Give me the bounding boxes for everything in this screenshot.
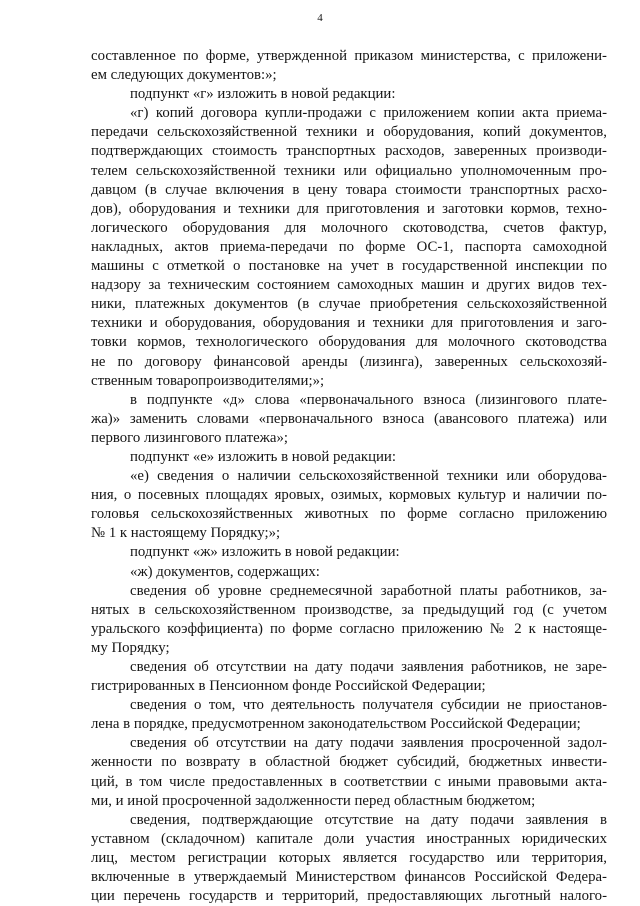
text-line: «г) копий договора купли-продажи с приложением копии акта приема-: [130, 105, 607, 122]
text-line: логического оборудования для молочного скотоводства, счетов фактур,: [91, 219, 607, 236]
text-line: подпункт «г» изложить в новой редакции:: [130, 86, 396, 103]
text-line: телем сельскохозяйственной техники или официально уполномоченным про-: [91, 162, 607, 179]
text-line: ния, о посевных площадях яровых, озимых, кормовых культур и наличии по-: [91, 487, 607, 504]
text-line: в подпункте «д» слова «первоначального взноса (лизингового плате-: [130, 391, 607, 408]
text-line: жа)» заменить словами «первоначального взноса (авансового платежа) или: [91, 410, 607, 427]
text-line: нятых в сельскохозяйственном производстве, за предыдущий год (с учетом: [91, 601, 607, 618]
text-line: первого лизингового платежа»;: [91, 429, 288, 446]
text-line: «е) сведения о наличии сельскохозяйственной техники или оборудова-: [130, 468, 607, 485]
text-line: накладных, актов приема-передачи по форме ОС-1, паспорта самоходной: [91, 238, 607, 255]
text-line: № 1 к настоящему Порядку;»;: [91, 525, 281, 542]
page-number: 4: [317, 12, 323, 24]
body-text: [91, 47, 607, 906]
text-line: надзору за техническим состоянием самоходных машин и других видов тех-: [91, 277, 607, 294]
text-line: передачи сельскохозяйственной техники и оборудования, копий документов,: [91, 124, 607, 141]
text-line: лиц, местом регистрации которых является государство или территория,: [91, 849, 607, 866]
text-line: подпункт «ж» изложить в новой редакции:: [130, 544, 400, 561]
text-line: му Порядку;: [91, 639, 170, 656]
text-line: включенные в утверждаемый Министерством финансов Российской Федера-: [91, 869, 607, 886]
text-line: сведения об уровне среднемесячной заработной платы работников, за-: [130, 582, 607, 599]
text-line: подтверждающих стоимость транспортных расходов, заверенных производи-: [91, 143, 607, 160]
text-line: ции перечень государств и территорий, предоставляющих льготный налого-: [91, 888, 607, 905]
text-line: ственным товаропроизводителями;»;: [91, 372, 325, 389]
text-line: машины с отметкой о постановке на учет в государственной инспекции по: [91, 258, 607, 275]
text-line: сведения, подтверждающие отсутствие на дату подачи заявления в: [130, 811, 607, 828]
text-line: подпункт «е» изложить в новой редакции:: [130, 448, 396, 465]
text-line: давцом (в случае включения в цену товара стоимости транспортных расхо-: [91, 181, 607, 198]
text-line: ми, и иной просроченной задолженности перед областным бюджетом;: [91, 792, 536, 809]
text-line: женности по возврату в областной бюджет субсидий, бюджетных инвести-: [91, 754, 607, 771]
text-line: «ж) документов, содержащих:: [130, 563, 320, 580]
text-line: ций, в том числе предоставленных в соответствии с иными правовыми акта-: [91, 773, 607, 790]
text-line: не по договору финансовой аренды (лизинга), заверенных сельскохозяй-: [91, 353, 607, 370]
text-line: дов), оборудования и техники для приготовления и заготовки кормов, техно-: [91, 200, 607, 217]
text-line: сведения об отсутствии на дату подачи заявления работников, не заре-: [130, 659, 607, 675]
text-line: техники и оборудования, оборудования и техники для приготовления и заго-: [91, 315, 607, 332]
text-line: лена в порядке, предусмотренном законодательством Российской Федерации;: [91, 716, 581, 733]
text-line: товки кормов, технологического оборудования для молочного скотоводства: [91, 334, 607, 351]
text-line: сведения о том, что деятельность получателя субсидии не приостанов-: [130, 697, 607, 714]
text-line: ники, платежных документов (в случае приобретения сельскохозяйственной: [91, 296, 607, 313]
text-line: головья сельскохозяйственных животных по форме согласно приложению: [91, 506, 607, 523]
text-line: уральского коэффициента) по форме согласно приложению № 2 к настояще-: [91, 620, 607, 637]
text-line: гистрированных в Пенсионном фонде Российской Федерации;: [91, 678, 486, 695]
text-line: ем следующих документов:»;: [91, 67, 277, 84]
text-line: уставном (складочном) капитале доли участия иностранных юридических: [91, 830, 607, 847]
text-line: сведения об отсутствии на дату подачи заявления просроченной задол-: [130, 735, 607, 752]
text-line: составленное по форме, утвержденной приказом министерства, с приложени-: [91, 48, 607, 64]
